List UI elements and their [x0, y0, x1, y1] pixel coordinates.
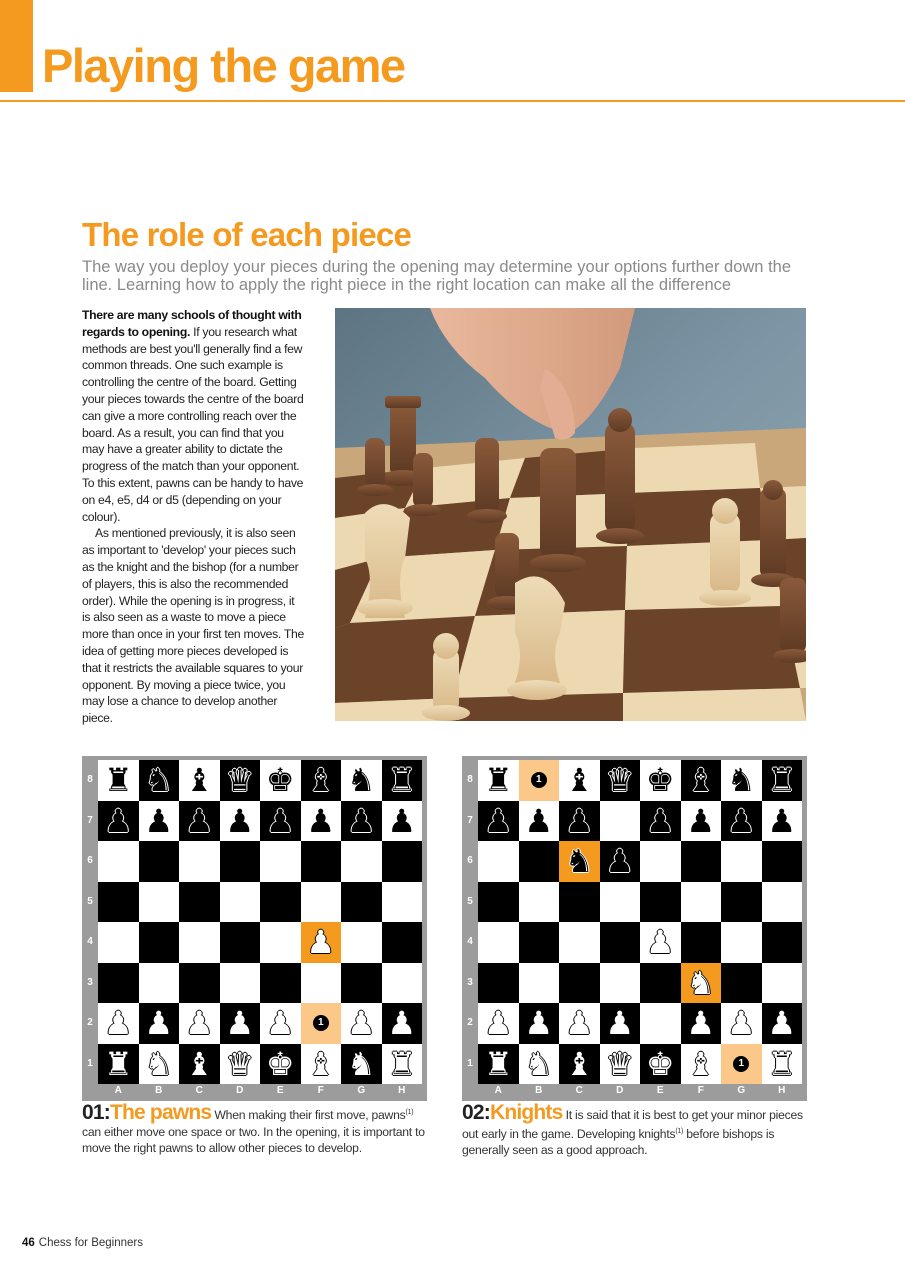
- caption-heading: Knights: [489, 1101, 563, 1124]
- square-f4: [301, 922, 342, 963]
- page-number: 46: [22, 1237, 35, 1249]
- square-c5: [179, 882, 220, 923]
- square-f7: [681, 801, 722, 842]
- square-b4: [519, 922, 560, 963]
- page-footer: [22, 1237, 143, 1249]
- standfirst: The way you deploy your pieces during the opening may determine your options further down the line. Learning how to apply the right piece in the right location can make all the difference: [82, 258, 792, 294]
- white-rook-icon: ♜: [387, 1044, 417, 1083]
- black-pawn-icon: ♟: [564, 801, 594, 840]
- white-pawn-icon: ♟: [605, 1004, 635, 1043]
- caption-heading: The pawns: [109, 1101, 212, 1125]
- square-d1: [220, 1044, 261, 1085]
- caption-text: When making their first move, pawns: [211, 1108, 406, 1123]
- black-pawn-icon: ♟: [103, 801, 133, 840]
- chess-diagram-pawns: [82, 756, 427, 1101]
- caption-pawns: [82, 1101, 432, 1157]
- chess-photo: [335, 308, 806, 721]
- square-b5: [139, 882, 180, 923]
- square-b6: [519, 841, 560, 882]
- white-pawn-icon: ♟: [767, 1004, 797, 1043]
- square-a7: [478, 801, 519, 842]
- square-h1: [762, 1044, 803, 1085]
- white-pawn-icon: ♟: [564, 1004, 594, 1043]
- square-c8: [559, 760, 600, 801]
- square-c1: [179, 1044, 220, 1085]
- square-a4: [478, 922, 519, 963]
- square-a7: [98, 801, 139, 842]
- square-d5: [600, 882, 641, 923]
- square-g6: [721, 841, 762, 882]
- square-b7: [519, 801, 560, 842]
- square-d3: [600, 963, 641, 1004]
- square-d1: [600, 1044, 641, 1085]
- publication-name: Chess for Beginners: [38, 1237, 143, 1249]
- white-pawn-icon: ♟: [645, 923, 675, 962]
- square-f6: [681, 841, 722, 882]
- square-e8: [640, 760, 681, 801]
- black-rook-icon: ♜: [387, 761, 417, 800]
- rank-label: 5: [467, 895, 473, 907]
- black-pawn-icon: ♟: [483, 801, 513, 840]
- file-label: B: [535, 1085, 543, 1096]
- black-pawn-icon: ♟: [184, 801, 214, 840]
- square-a5: [478, 882, 519, 923]
- square-e5: [640, 882, 681, 923]
- square-a2: [98, 1003, 139, 1044]
- rank-label: 6: [467, 855, 473, 866]
- square-a4: [98, 922, 139, 963]
- white-pawn-icon: ♟: [726, 1004, 756, 1043]
- square-f5: [301, 882, 342, 923]
- square-e7: [640, 801, 681, 842]
- square-f4: [681, 922, 722, 963]
- square-e1: [260, 1044, 301, 1085]
- square-c3: [179, 963, 220, 1004]
- file-label: E: [276, 1085, 284, 1096]
- file-label: G: [737, 1085, 746, 1096]
- board-grid: [98, 760, 422, 1084]
- square-g5: [341, 882, 382, 923]
- white-queen-icon: ♛: [605, 1044, 635, 1083]
- caption-text-end: before bishops is generally seen as a good approach.: [462, 1126, 775, 1158]
- rank-label: 3: [87, 976, 93, 988]
- black-rook-icon: ♜: [767, 761, 797, 800]
- white-pawn-icon: ♟: [265, 1004, 295, 1043]
- square-a1: [98, 1044, 139, 1085]
- black-queen-icon: ♛: [225, 761, 255, 800]
- white-pawn-icon: ♟: [524, 1004, 554, 1043]
- move-origin-marker: 1: [313, 1015, 329, 1031]
- square-b2: [139, 1003, 180, 1044]
- black-pawn-icon: ♟: [524, 801, 554, 840]
- square-b5: [519, 882, 560, 923]
- square-d7: [600, 801, 641, 842]
- square-b2: [519, 1003, 560, 1044]
- paragraph-2: As mentioned previously, it is also seen as important to 'develop' your pieces such as the knight and the bishop (for a number of players, this is also the recommended order). While the opening is in progress, it is also seen as a waste to move a piece more than once in your first ten moves. The idea of getting more pieces developed is that it restricts the available squares to your opponent. By moving a piece twice, you may lose a chance to develop another piece.: [82, 526, 304, 726]
- white-king-icon: ♚: [265, 1044, 295, 1083]
- square-g6: [341, 841, 382, 882]
- lead-bold: There are many schools of thought with regards to opening.: [82, 308, 302, 339]
- square-b4: [139, 922, 180, 963]
- white-rook-icon: ♜: [483, 1044, 513, 1083]
- square-f7: [301, 801, 342, 842]
- square-h4: [382, 922, 423, 963]
- caption-footnote-mark: (1): [405, 1109, 414, 1116]
- square-f6: [301, 841, 342, 882]
- body-text: [82, 307, 304, 727]
- square-e1: [640, 1044, 681, 1085]
- rank-label: 2: [467, 1017, 473, 1028]
- rank-label: 3: [467, 976, 473, 988]
- square-g4: [341, 922, 382, 963]
- black-rook-icon: ♜: [483, 761, 513, 800]
- caption-footnote-mark: (1): [675, 1127, 684, 1135]
- square-h3: [762, 963, 803, 1004]
- square-f1: [301, 1044, 342, 1085]
- file-label: D: [236, 1085, 244, 1096]
- black-knight-icon: ♞: [144, 761, 174, 800]
- square-g7: [721, 801, 762, 842]
- black-knight-icon: ♞: [726, 761, 756, 800]
- section-heading: The role of each piece: [82, 216, 412, 253]
- black-bishop-icon: ♝: [184, 761, 214, 800]
- square-b1: [519, 1044, 560, 1085]
- black-pawn-icon: ♟: [265, 801, 295, 840]
- square-c6: [179, 841, 220, 882]
- caption-text: It is said that it is best to get your minor pieces out early in the game. Developing knights: [462, 1108, 803, 1141]
- rank-label: 8: [87, 774, 93, 785]
- move-origin-marker: 1: [531, 772, 547, 788]
- square-d6: [220, 841, 261, 882]
- square-f2: [681, 1003, 722, 1044]
- square-c8: [179, 760, 220, 801]
- square-g1: [721, 1044, 762, 1085]
- black-pawn-icon: ♟: [346, 801, 376, 840]
- square-g3: [341, 963, 382, 1004]
- square-d4: [220, 922, 261, 963]
- square-a6: [98, 841, 139, 882]
- file-label: B: [155, 1085, 163, 1096]
- white-pawn-icon: ♟: [387, 1004, 417, 1043]
- square-h5: [762, 882, 803, 923]
- caption-number: 01:: [82, 1101, 110, 1125]
- square-e3: [260, 963, 301, 1004]
- square-h2: [382, 1003, 423, 1044]
- square-c1: [559, 1044, 600, 1085]
- white-rook-icon: ♜: [767, 1044, 797, 1083]
- white-bishop-icon: ♝: [184, 1044, 214, 1083]
- black-knight-icon: ♞: [564, 842, 594, 881]
- white-knight-icon: ♞: [144, 1044, 174, 1083]
- square-f8: [301, 760, 342, 801]
- square-h7: [762, 801, 803, 842]
- white-pawn-icon: ♟: [483, 1004, 513, 1043]
- square-b3: [139, 963, 180, 1004]
- black-bishop-icon: ♝: [686, 761, 716, 800]
- square-c5: [559, 882, 600, 923]
- square-c6: [559, 841, 600, 882]
- square-c2: [559, 1003, 600, 1044]
- rank-label: 4: [87, 936, 93, 947]
- black-pawn-icon: ♟: [605, 842, 635, 881]
- black-king-icon: ♚: [265, 761, 295, 800]
- black-king-icon: ♚: [645, 761, 675, 800]
- square-e2: [260, 1003, 301, 1044]
- square-f5: [681, 882, 722, 923]
- rank-label: 6: [87, 855, 93, 866]
- title-rule: [0, 100, 905, 102]
- square-g3: [721, 963, 762, 1004]
- white-pawn-icon: ♟: [103, 1004, 133, 1043]
- white-pawn-icon: ♟: [686, 1004, 716, 1043]
- square-b7: [139, 801, 180, 842]
- square-b8: [519, 760, 560, 801]
- square-g1: [341, 1044, 382, 1085]
- square-f2: [301, 1003, 342, 1044]
- black-knight-icon: ♞: [346, 761, 376, 800]
- square-h8: [382, 760, 423, 801]
- square-a5: [98, 882, 139, 923]
- file-label: C: [195, 1085, 203, 1096]
- black-pawn-icon: ♟: [306, 801, 336, 840]
- square-e6: [260, 841, 301, 882]
- square-d8: [220, 760, 261, 801]
- file-label: A: [114, 1085, 122, 1096]
- caption-text-end: can either move one space or two. In the opening, it is important to move the right pawns to allow other pieces to develop.: [82, 1124, 425, 1156]
- rank-label: 7: [87, 814, 93, 826]
- square-e4: [260, 922, 301, 963]
- white-pawn-icon: ♟: [144, 1004, 174, 1043]
- chess-diagram-knights: [462, 756, 807, 1101]
- square-h3: [382, 963, 423, 1004]
- square-d6: [600, 841, 641, 882]
- square-d2: [220, 1003, 261, 1044]
- black-bishop-icon: ♝: [564, 761, 594, 800]
- file-label: A: [494, 1085, 502, 1096]
- square-h7: [382, 801, 423, 842]
- square-e4: [640, 922, 681, 963]
- title-accent-bar: [0, 0, 33, 92]
- black-pawn-icon: ♟: [387, 801, 417, 840]
- square-f8: [681, 760, 722, 801]
- white-bishop-icon: ♝: [564, 1044, 594, 1083]
- square-d2: [600, 1003, 641, 1044]
- white-rook-icon: ♜: [103, 1044, 133, 1083]
- move-origin-marker: 1: [733, 1056, 749, 1072]
- square-a8: [98, 760, 139, 801]
- square-c3: [559, 963, 600, 1004]
- square-b1: [139, 1044, 180, 1085]
- square-g7: [341, 801, 382, 842]
- rank-label: 8: [467, 774, 473, 785]
- square-f3: [681, 963, 722, 1004]
- square-a3: [98, 963, 139, 1004]
- black-bishop-icon: ♝: [306, 761, 336, 800]
- rank-label: 4: [467, 936, 473, 947]
- board-grid: [478, 760, 802, 1084]
- square-g8: [341, 760, 382, 801]
- square-f1: [681, 1044, 722, 1085]
- white-bishop-icon: ♝: [306, 1044, 336, 1083]
- square-h5: [382, 882, 423, 923]
- lead-rest: If you research what methods are best you'll generally find a few common threads. One such example is controlling the centre of the board. Getting your pieces towards the centre of the board can give a more controlling reach over the board. As a result, you can find that you may have a greater ability to dictate the progress of the match than your opponent. To this extent, pawns can be handy to have on e4, e5, d4 or d5 (depending on your colour).: [82, 324, 304, 524]
- white-pawn-icon: ♟: [346, 1004, 376, 1043]
- file-label: D: [616, 1085, 624, 1096]
- square-e6: [640, 841, 681, 882]
- caption-knights: [462, 1101, 812, 1159]
- square-h1: [382, 1044, 423, 1085]
- square-b3: [519, 963, 560, 1004]
- white-pawn-icon: ♟: [225, 1004, 255, 1043]
- black-pawn-icon: ♟: [686, 801, 716, 840]
- black-pawn-icon: ♟: [144, 801, 174, 840]
- square-e3: [640, 963, 681, 1004]
- white-knight-icon: ♞: [346, 1044, 376, 1083]
- black-pawn-icon: ♟: [726, 801, 756, 840]
- file-label: C: [575, 1085, 583, 1096]
- file-label: E: [656, 1085, 664, 1096]
- white-king-icon: ♚: [645, 1044, 675, 1083]
- square-e5: [260, 882, 301, 923]
- square-g4: [721, 922, 762, 963]
- page-title: Playing the game: [42, 39, 405, 92]
- rank-label: 5: [87, 895, 93, 907]
- square-b8: [139, 760, 180, 801]
- white-bishop-icon: ♝: [686, 1044, 716, 1083]
- square-e7: [260, 801, 301, 842]
- square-g8: [721, 760, 762, 801]
- rank-label: 2: [87, 1017, 93, 1028]
- white-queen-icon: ♛: [225, 1044, 255, 1083]
- square-b6: [139, 841, 180, 882]
- black-rook-icon: ♜: [103, 761, 133, 800]
- square-c2: [179, 1003, 220, 1044]
- rank-label: 7: [467, 814, 473, 826]
- square-h4: [762, 922, 803, 963]
- white-knight-icon: ♞: [686, 963, 716, 1002]
- square-a1: [478, 1044, 519, 1085]
- square-e2: [640, 1003, 681, 1044]
- square-a8: [478, 760, 519, 801]
- black-pawn-icon: ♟: [225, 801, 255, 840]
- square-h6: [762, 841, 803, 882]
- square-c7: [179, 801, 220, 842]
- paragraph-1: [82, 307, 304, 525]
- square-c7: [559, 801, 600, 842]
- white-pawn-icon: ♟: [306, 923, 336, 962]
- black-queen-icon: ♛: [605, 761, 635, 800]
- rank-label: 1: [87, 1057, 93, 1069]
- white-knight-icon: ♞: [524, 1044, 554, 1083]
- file-label: F: [317, 1085, 324, 1096]
- rank-label: 1: [467, 1057, 473, 1069]
- file-label: G: [357, 1085, 366, 1096]
- square-g5: [721, 882, 762, 923]
- square-d4: [600, 922, 641, 963]
- black-pawn-icon: ♟: [645, 801, 675, 840]
- square-e8: [260, 760, 301, 801]
- square-d7: [220, 801, 261, 842]
- black-pawn-icon: ♟: [767, 801, 797, 840]
- square-a3: [478, 963, 519, 1004]
- square-f3: [301, 963, 342, 1004]
- square-g2: [721, 1003, 762, 1044]
- square-g2: [341, 1003, 382, 1044]
- caption-number: 02:: [462, 1101, 490, 1124]
- file-label: H: [778, 1085, 786, 1096]
- square-h2: [762, 1003, 803, 1044]
- white-pawn-icon: ♟: [184, 1004, 214, 1043]
- file-label: F: [697, 1085, 704, 1096]
- square-c4: [179, 922, 220, 963]
- file-label: H: [398, 1085, 406, 1096]
- square-a6: [478, 841, 519, 882]
- square-d5: [220, 882, 261, 923]
- square-d8: [600, 760, 641, 801]
- square-d3: [220, 963, 261, 1004]
- square-h6: [382, 841, 423, 882]
- square-c4: [559, 922, 600, 963]
- square-a2: [478, 1003, 519, 1044]
- square-h8: [762, 760, 803, 801]
